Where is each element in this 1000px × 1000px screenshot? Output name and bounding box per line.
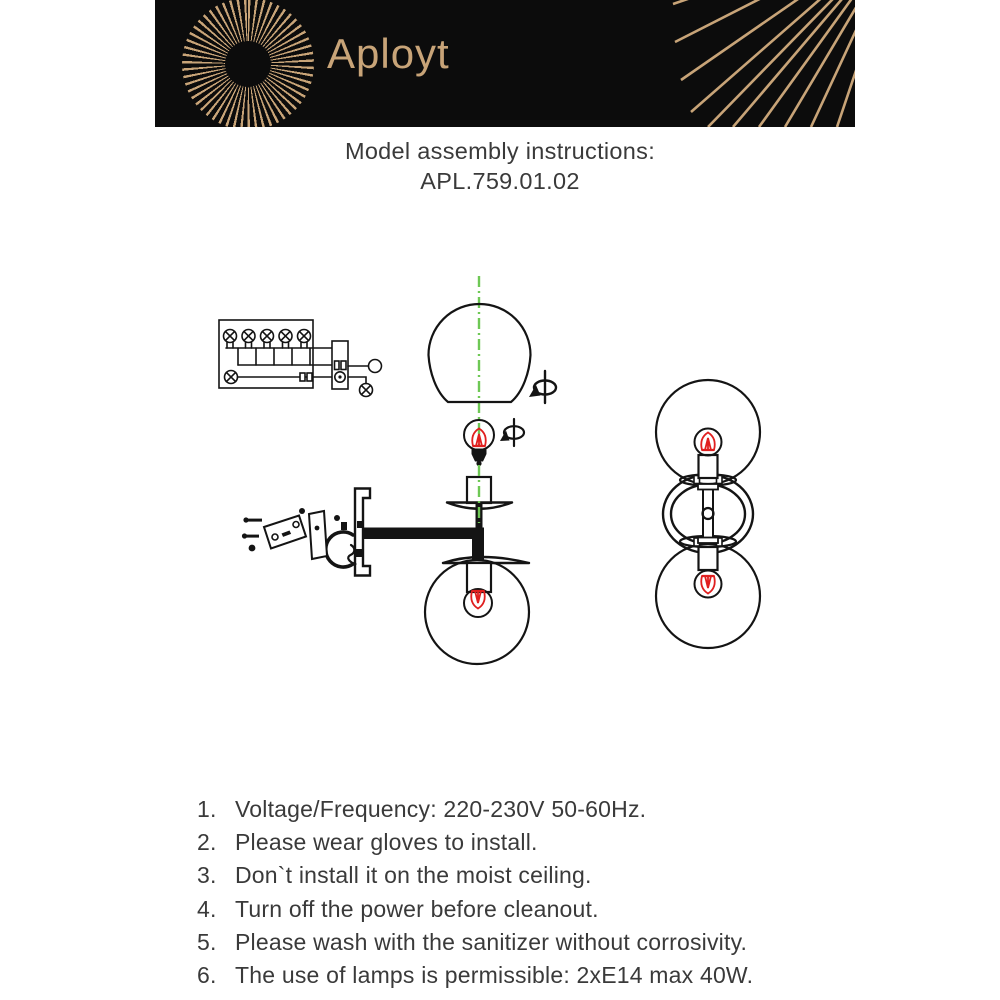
model-number: APL.759.01.02: [420, 168, 580, 194]
lower-socket: [467, 563, 491, 592]
lamp-arm: [363, 528, 484, 540]
brand-name: Aployt: [327, 30, 450, 77]
instruction-text: Voltage/Frequency: 220-230V 50-60Hz.: [235, 796, 647, 822]
instruction-item: [197, 929, 877, 962]
instruction-item: [197, 829, 877, 862]
rotate-icon: [529, 371, 556, 403]
exploded-view-diagram: [242, 276, 556, 664]
top-socket: [699, 455, 718, 478]
mount-hook: [326, 532, 353, 567]
instruction-list: [197, 796, 877, 995]
wiring-diagram: [219, 320, 382, 397]
instruction-number: 2.: [197, 829, 217, 856]
center-stem: [703, 486, 713, 542]
instruction-item: [197, 796, 877, 829]
instruction-text: Turn off the power before cleanout.: [235, 895, 599, 922]
page-title: Model assembly instructions:: [344, 138, 656, 164]
instruction-number: 4.: [197, 895, 217, 922]
bulb-base: [472, 449, 487, 462]
instruction-item: [197, 896, 877, 929]
rotate-icon: [500, 419, 524, 446]
instruction-text: Please wash with the sanitizer without corrosivity.: [235, 928, 748, 955]
instruction-text: Don`t install it on the moist ceiling.: [235, 862, 592, 889]
wall-mount-bracket: [242, 489, 370, 576]
instruction-text: Please wear gloves to install.: [235, 829, 538, 856]
bulb-filament: [701, 576, 715, 594]
instruction-number: 3.: [197, 862, 217, 889]
instruction-number: 1.: [197, 796, 217, 822]
connector-circle: [369, 360, 382, 373]
instruction-text: The use of lamps is permissible: 2xE14 max 40W.: [235, 961, 754, 988]
bulb-filament: [471, 591, 485, 609]
instruction-item: [197, 962, 877, 995]
bottom-socket: [699, 547, 718, 570]
mount-plate: [309, 511, 327, 559]
mount-strap: [264, 516, 306, 549]
bulb-filament: [701, 433, 715, 451]
front-view-diagram: [656, 380, 760, 648]
instruction-number: 6.: [197, 961, 217, 988]
instruction-number: 5.: [197, 928, 217, 955]
instruction-item: [197, 862, 877, 895]
